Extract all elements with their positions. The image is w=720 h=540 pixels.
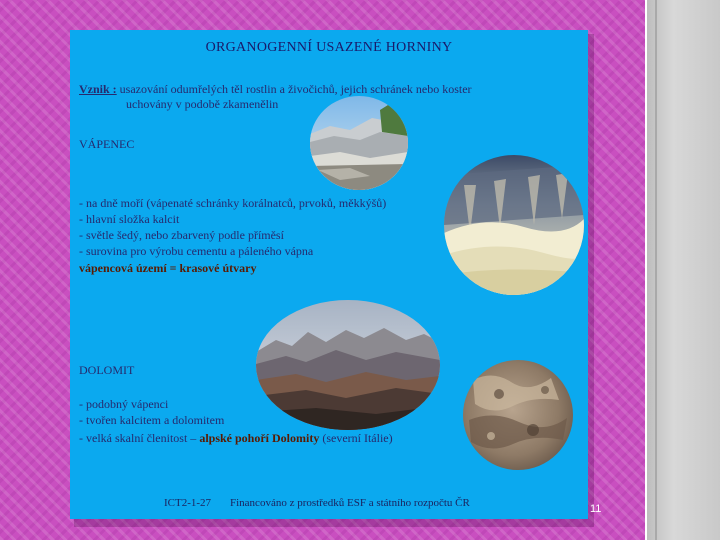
vapenec-item-3: - světle šedý, nebo zbarvený podle příměsí bbox=[79, 228, 284, 242]
vznik-label: Vznik : bbox=[79, 82, 117, 96]
dolomit-item-3-prefix: - velká skalní členitost – bbox=[79, 431, 200, 445]
slide-title: ORGANOGENNÍ USAZENÉ HORNINY bbox=[205, 40, 453, 55]
quarry-photo-image bbox=[310, 96, 408, 190]
dolomit-heading: DOLOMIT bbox=[79, 363, 135, 377]
dolomite-rock-photo bbox=[463, 360, 573, 470]
quarry-photo bbox=[310, 96, 408, 190]
vapenec-heading: VÁPENEC bbox=[79, 137, 135, 151]
dolomit-item-3-bold: alpské pohoří Dolomity bbox=[199, 431, 320, 445]
footer-code: ICT2-1-27 bbox=[164, 497, 212, 509]
dolomit-item-1: - podobný vápenci bbox=[79, 397, 169, 411]
vznik-line-2: uchovány v podobě zkamenělin bbox=[126, 97, 279, 111]
dolomit-item-2: - tvořen kalcitem a dolomitem bbox=[79, 413, 225, 427]
right-decorative-band bbox=[645, 0, 720, 540]
dolomites-photo-image bbox=[256, 300, 440, 430]
vapenec-item-2: - hlavní složka kalcit bbox=[79, 212, 180, 226]
slide-content-panel bbox=[70, 30, 588, 519]
travertine-photo-image bbox=[444, 155, 584, 295]
footer-funding: Financováno z prostředků ESF a státního rozpočtu ČR bbox=[230, 497, 470, 509]
vapenec-item-1: - na dně moří (vápenaté schránky korálnatců, prvoků, měkkýšů) bbox=[79, 196, 387, 210]
dolomite-rock-photo-image bbox=[463, 360, 573, 470]
vapenec-emphasis-text: vápencová území = krasové útvary bbox=[79, 261, 257, 275]
dolomit-item-3 bbox=[79, 431, 393, 446]
band-stripe bbox=[655, 0, 657, 540]
vznik-line-1 bbox=[79, 82, 472, 97]
vapenec-item-4: - surovina pro výrobu cementu a páleného vápna bbox=[79, 244, 314, 258]
dolomites-photo bbox=[256, 300, 440, 430]
dolomit-item-3-suffix: (severní Itálie) bbox=[319, 431, 393, 445]
vapenec-emphasis bbox=[79, 261, 257, 276]
travertine-photo bbox=[444, 155, 584, 295]
page-number: 11 bbox=[590, 503, 602, 515]
vznik-text-1: usazování odumřelých těl rostlin a živočichů, jejich schránek nebo koster bbox=[116, 82, 472, 96]
